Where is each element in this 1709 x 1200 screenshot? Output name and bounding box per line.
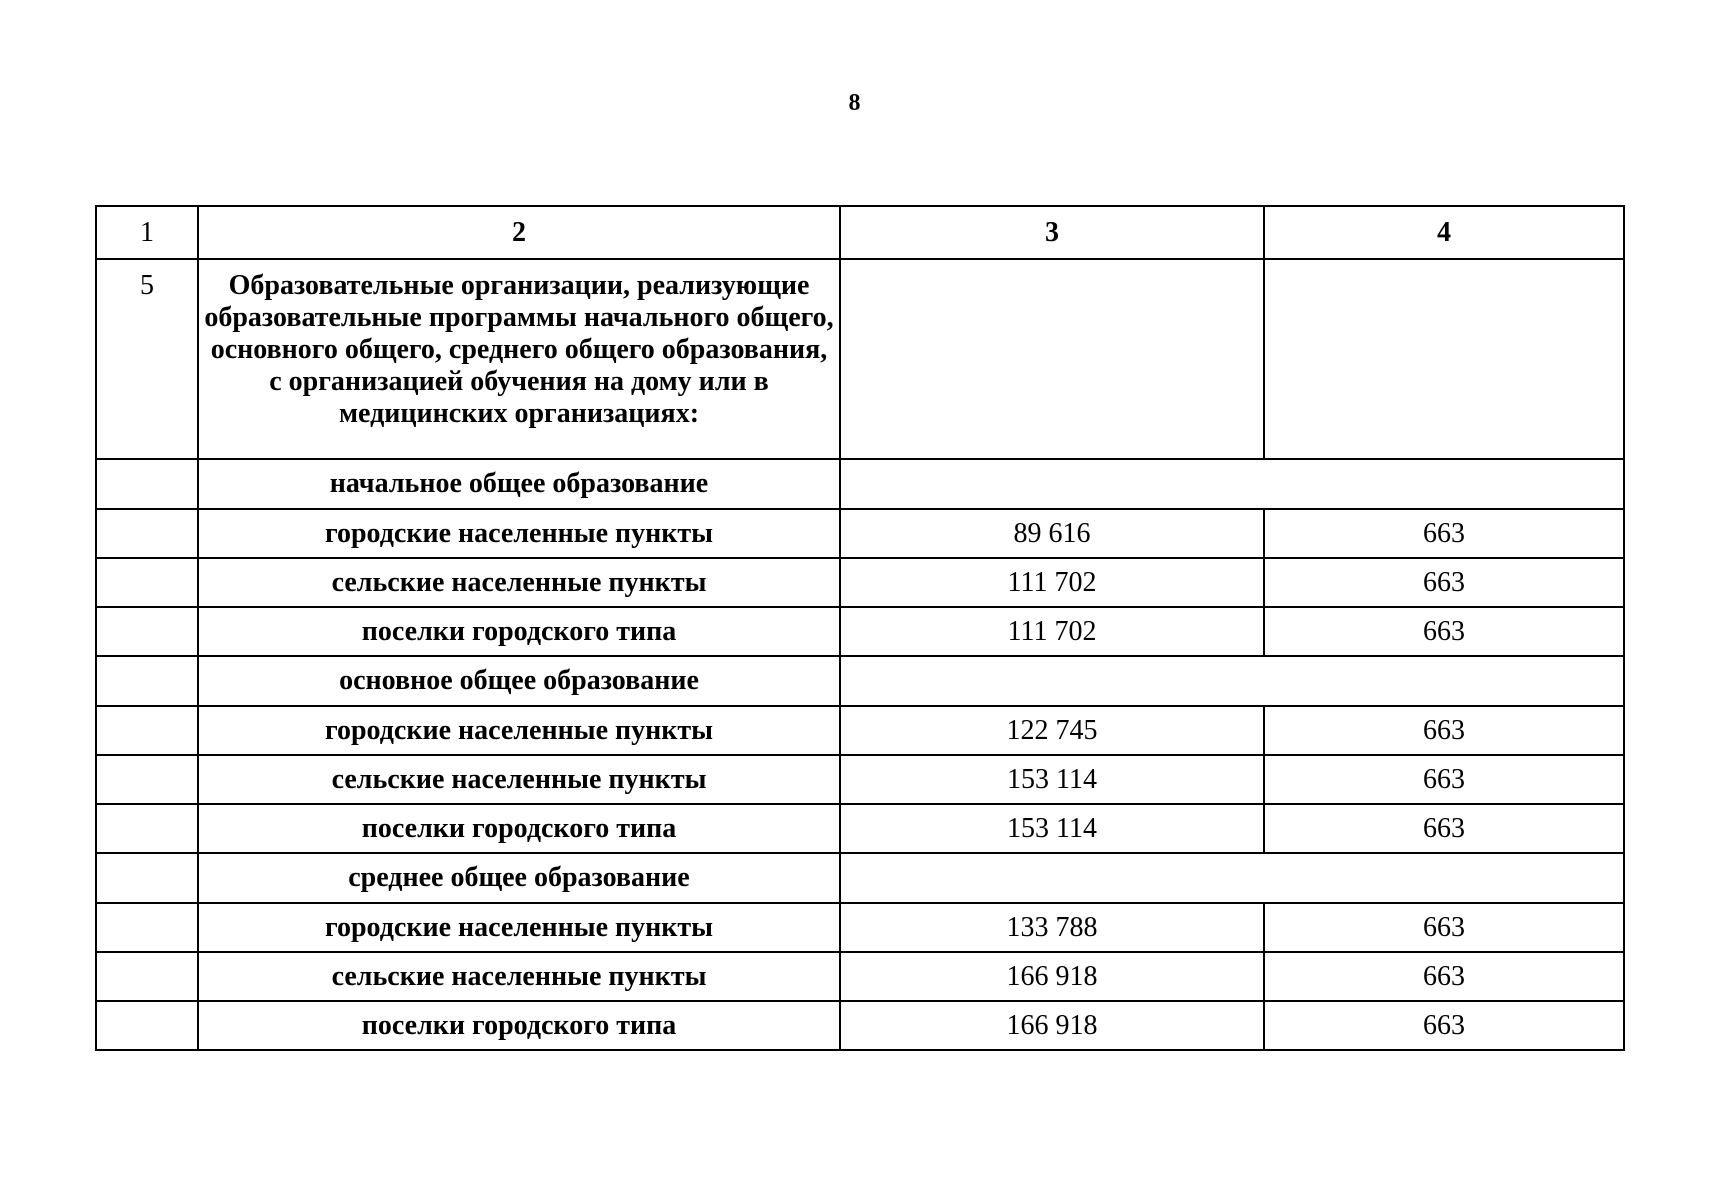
settlement-type: поселки городского типа	[198, 804, 840, 853]
empty-cell	[96, 952, 198, 1001]
table-row	[96, 903, 1624, 952]
settlement-type: городские населенные пункты	[198, 903, 840, 952]
empty-cell	[96, 607, 198, 656]
table-row	[96, 952, 1624, 1001]
section-title: среднее общее образование	[198, 853, 840, 903]
table-row	[96, 1001, 1624, 1050]
column-number-4: 4	[1264, 206, 1624, 259]
page-number: 8	[848, 90, 861, 116]
table-row	[96, 509, 1624, 558]
section-title: основное общее образование	[198, 656, 840, 706]
empty-cell	[840, 259, 1264, 459]
settlement-type: сельские населенные пункты	[198, 558, 840, 607]
column-number-1: 1	[96, 206, 198, 259]
value-column-3: 153 114	[840, 755, 1264, 804]
column-number-3: 3	[840, 206, 1264, 259]
intro-description: Образовательные организации, реализующие образовательные программы начального общего, основного общего, среднего общего образования, с организацией обучения на дому или в медицинских организациях:	[198, 259, 840, 459]
row-number: 5	[96, 259, 198, 459]
value-column-4: 663	[1264, 804, 1624, 853]
value-column-4: 663	[1264, 1001, 1624, 1050]
section-row	[96, 853, 1624, 903]
empty-cell	[96, 459, 198, 509]
section-row	[96, 656, 1624, 706]
empty-cell	[96, 558, 198, 607]
empty-cell	[96, 853, 198, 903]
table-row	[96, 706, 1624, 755]
table-row	[96, 755, 1624, 804]
document-table	[95, 205, 1625, 1051]
table-row	[96, 558, 1624, 607]
value-column-4: 663	[1264, 607, 1624, 656]
empty-cell	[96, 804, 198, 853]
column-number-row	[96, 206, 1624, 259]
empty-cell	[96, 656, 198, 706]
value-column-4: 663	[1264, 706, 1624, 755]
value-column-3: 122 745	[840, 706, 1264, 755]
value-column-3: 111 702	[840, 607, 1264, 656]
section-title: начальное общее образование	[198, 459, 840, 509]
column-number-2: 2	[198, 206, 840, 259]
value-column-3: 166 918	[840, 952, 1264, 1001]
empty-cell	[96, 706, 198, 755]
value-column-3: 89 616	[840, 509, 1264, 558]
value-column-4: 663	[1264, 509, 1624, 558]
value-column-4: 663	[1264, 952, 1624, 1001]
empty-cell	[840, 853, 1624, 903]
empty-cell	[96, 755, 198, 804]
settlement-type: поселки городского типа	[198, 1001, 840, 1050]
value-column-4: 663	[1264, 755, 1624, 804]
intro-row	[96, 259, 1624, 459]
value-column-4: 663	[1264, 558, 1624, 607]
empty-cell	[96, 1001, 198, 1050]
empty-cell	[840, 656, 1624, 706]
value-column-3: 133 788	[840, 903, 1264, 952]
value-column-4: 663	[1264, 903, 1624, 952]
value-column-3: 153 114	[840, 804, 1264, 853]
table-row	[96, 804, 1624, 853]
empty-cell	[96, 509, 198, 558]
settlement-type: сельские населенные пункты	[198, 755, 840, 804]
table-body	[96, 206, 1624, 1050]
value-column-3: 111 702	[840, 558, 1264, 607]
section-row	[96, 459, 1624, 509]
settlement-type: сельские населенные пункты	[198, 952, 840, 1001]
empty-cell	[840, 459, 1624, 509]
table-row	[96, 607, 1624, 656]
empty-cell	[1264, 259, 1624, 459]
settlement-type: городские населенные пункты	[198, 509, 840, 558]
empty-cell	[96, 903, 198, 952]
value-column-3: 166 918	[840, 1001, 1264, 1050]
settlement-type: городские населенные пункты	[198, 706, 840, 755]
settlement-type: поселки городского типа	[198, 607, 840, 656]
